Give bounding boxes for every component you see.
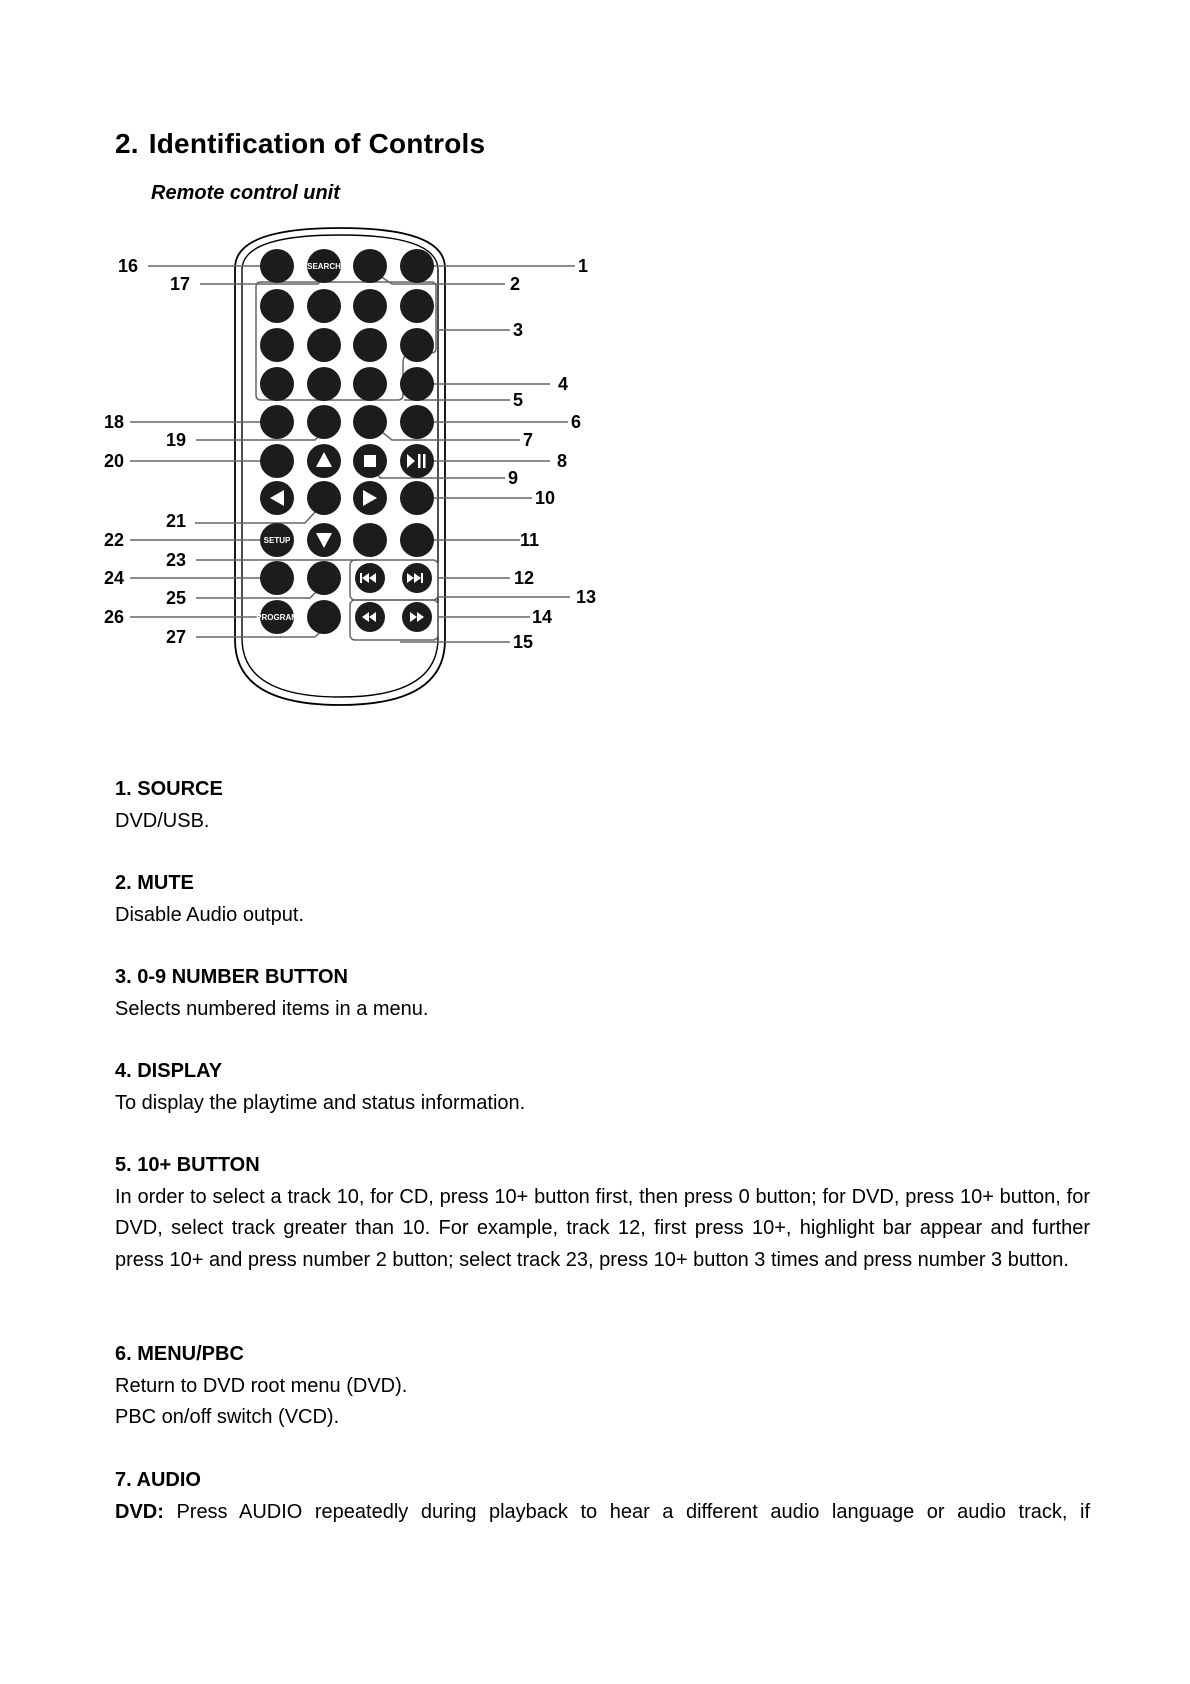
callout-14: 14 xyxy=(532,607,553,627)
play-pause-button[interactable] xyxy=(400,444,434,478)
button-27[interactable] xyxy=(307,600,341,634)
section-text xyxy=(115,1497,1090,1529)
button-24[interactable] xyxy=(260,561,294,595)
enter-button[interactable] xyxy=(307,481,341,515)
callout-8: 8 xyxy=(557,451,568,471)
number-button[interactable] xyxy=(307,328,341,362)
mute-button[interactable] xyxy=(353,249,387,283)
button-11a[interactable] xyxy=(353,523,387,557)
section-text: Return to DVD root menu (DVD). xyxy=(115,1374,408,1397)
number-button[interactable] xyxy=(353,289,387,323)
section-paragraph: In order to select a track 10, for CD, press 10+ button first, then press 0 button; for DVD, press 10+ button, for DVD, select track greater than 10. For example, track 12, first press 10+, highlight bar appear and further press 10+ and press number 2 button; select track 23, press 10+ button 3 times and press number 3 button. xyxy=(115,1185,1090,1271)
section-title: 1. SOURCE xyxy=(115,778,223,800)
callout-15: 15 xyxy=(513,632,534,652)
subheading: Remote control unit xyxy=(151,182,340,204)
stop-icon xyxy=(364,455,376,467)
number-button[interactable] xyxy=(307,289,341,323)
number-button[interactable] xyxy=(260,367,294,401)
callout-23: 23 xyxy=(166,550,187,570)
search-button-label: SEARCH xyxy=(307,262,341,271)
heading-number: 2. xyxy=(115,128,139,159)
section-mute xyxy=(115,868,1090,931)
section-title: 2. MUTE xyxy=(115,872,194,894)
button-25[interactable] xyxy=(307,561,341,595)
ten-plus-button[interactable] xyxy=(353,367,387,401)
callout-20: 20 xyxy=(104,451,125,471)
number-button[interactable] xyxy=(307,367,341,401)
callout-2: 2 xyxy=(510,274,521,294)
callout-19: 19 xyxy=(166,430,187,450)
callout-9: 9 xyxy=(508,468,519,488)
menu-pbc-button[interactable] xyxy=(400,405,434,439)
callout-26: 26 xyxy=(104,607,125,627)
callout-27: 27 xyxy=(166,627,187,647)
callout-21: 21 xyxy=(166,511,187,531)
number-button[interactable] xyxy=(400,289,434,323)
section-title: 5. 10+ BUTTON xyxy=(115,1154,260,1176)
callout-12: 12 xyxy=(514,568,535,588)
callout-3: 3 xyxy=(513,320,524,340)
button-19[interactable] xyxy=(307,405,341,439)
callout-5: 5 xyxy=(513,390,524,410)
section-menu-pbc xyxy=(115,1339,1090,1434)
button-18[interactable] xyxy=(260,405,294,439)
number-button[interactable] xyxy=(260,328,294,362)
callout-16: 16 xyxy=(118,256,139,276)
leader-lines xyxy=(130,266,575,642)
callout-4: 4 xyxy=(558,374,569,394)
callout-13: 13 xyxy=(576,587,597,607)
heading-title: Identification of Controls xyxy=(148,128,486,159)
button-10[interactable] xyxy=(400,481,434,515)
callout-17: 17 xyxy=(170,274,191,294)
source-button[interactable] xyxy=(400,249,434,283)
callout-11: 11 xyxy=(520,530,540,550)
section-source xyxy=(115,774,1090,837)
section-lead: DVD: xyxy=(115,1500,164,1523)
section-display xyxy=(115,1056,1090,1119)
program-button-label: PROGRAM xyxy=(256,613,298,622)
callout-1: 1 xyxy=(578,256,589,276)
button-11[interactable] xyxy=(400,523,434,557)
section-title: 6. MENU/PBC xyxy=(115,1343,244,1365)
callout-25: 25 xyxy=(166,588,187,608)
section-text: PBC on/off switch (VCD). xyxy=(115,1406,340,1428)
section-title: 7. AUDIO xyxy=(115,1469,201,1491)
number-button[interactable] xyxy=(353,328,387,362)
button-16[interactable] xyxy=(260,249,294,283)
section-ten-plus-button xyxy=(115,1150,1090,1276)
section-lead-text: Press AUDIO repeatedly during playback to hear a different audio language or audio track, if xyxy=(163,1500,1090,1523)
callout-6: 6 xyxy=(571,412,582,432)
section-text: To display the playtime and status information. xyxy=(115,1091,526,1114)
callout-7: 7 xyxy=(523,430,534,450)
setup-button-label: SETUP xyxy=(263,536,291,545)
button-20[interactable] xyxy=(260,444,294,478)
section-audio xyxy=(115,1465,1090,1528)
remote-control-diagram xyxy=(95,220,635,740)
display-button[interactable] xyxy=(400,367,434,401)
section-title: 3. 0-9 NUMBER BUTTON xyxy=(115,966,348,988)
page-heading xyxy=(115,128,485,160)
callout-18: 18 xyxy=(104,412,125,432)
audio-button[interactable] xyxy=(353,405,387,439)
number-button[interactable] xyxy=(260,289,294,323)
section-number-button xyxy=(115,962,1090,1025)
callout-22: 22 xyxy=(104,530,125,550)
section-title: 4. DISPLAY xyxy=(115,1060,223,1082)
section-text: DVD/USB. xyxy=(115,809,210,832)
callout-10: 10 xyxy=(535,488,556,508)
section-text: Selects numbered items in a menu. xyxy=(115,997,429,1020)
section-text: Disable Audio output. xyxy=(115,903,305,926)
number-button[interactable] xyxy=(400,328,434,362)
callout-24: 24 xyxy=(104,568,125,588)
